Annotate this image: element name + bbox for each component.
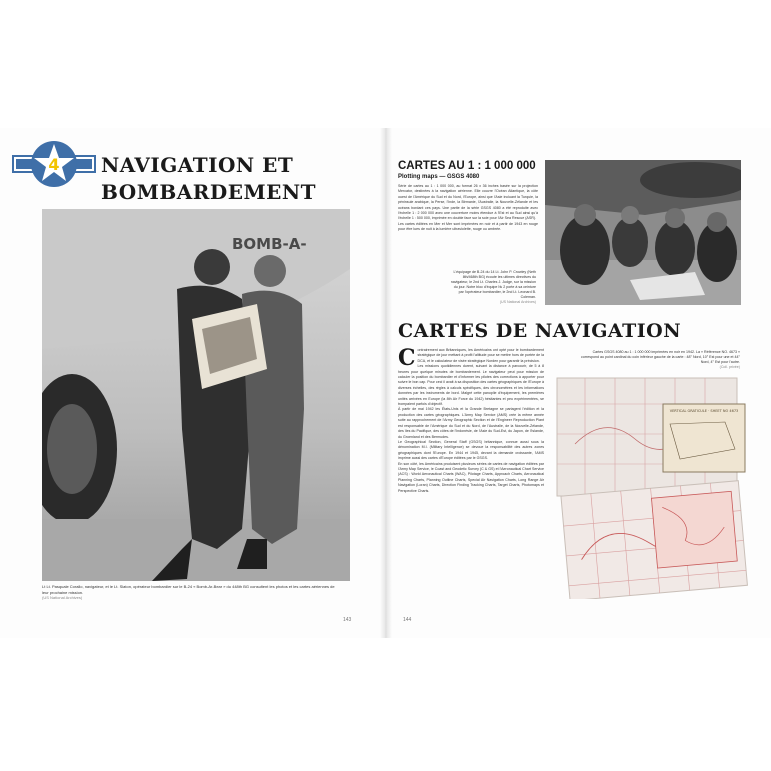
left-caption-text: Lt Lt. Pasquale Corallo, navigateur, et le Lt. Slaton, opérateur bombardier sur le B-24 « Bomb-Ar-Bear » du 448th BG consultent les photos et les cartes aériennes de leur prochaine mission. xyxy=(42,584,335,595)
maps-illustration xyxy=(555,374,748,599)
photo-crew-briefing xyxy=(545,160,741,305)
cartes-paragraph-2: Les cartes éditées en Mer et Mer sont imprimées en noir et à partir de 1943 en rouge pour être lues de nuit à la lumière ultraviolette, rouge ou ambrée. xyxy=(398,221,538,232)
photo-briefing-image xyxy=(545,160,741,305)
photo-crew-image xyxy=(42,209,350,581)
crew-photo-caption xyxy=(448,270,536,305)
section-title-navigation: CARTES DE NAVIGATION xyxy=(398,320,682,342)
maps-caption xyxy=(578,350,740,370)
map-inset-label: VERTICAL GRATICULE · SHEET NO 4673 xyxy=(669,409,739,413)
maps-caption-text: Cartes GSGS 4080 au 1 : 1 000 000 imprimées en noir en 1942. La « Référence NO. 4673 » correspond au point cardinal du coin inférieur gauche de la carte : 48° Nord, 10° Est pour une et 44° Nord, 4° Est pour l'autre. xyxy=(581,350,740,364)
nav-paragraph-3: À partir de mai 1942 les États-Unis et la Grande Bretagne se partagent l'édition et la production des cartes géographiques. L'Army Map Service (AMS) crée la même année suite au rapprochement de l'Army Geographic Section et de l'Engineer Reproduction Plant est responsable de l'Amérique du Sud et du Nord, de l'Australie, de la Nouvelle-Zélande, des îles du Pacifique, des côtes de l'Indonésie, de l'Asie du Sud-Est, du Japon, de l'Islande, du Groenland et des Bermudes. xyxy=(398,407,544,439)
nav-paragraph-5: En son côté, les Américains produisent plusieurs séries de cartes de navigation éditées par l'Army Map Service, le Coast and Geodetic Survey (C & GS) et l'Aeronautical Chart Service (ACS) : World Aeronautical Charts (WAC), Pilotage Charts, Approach Charts, Aeronautical Planning Charts, Planning Outline Charts, Special Air Navigation Charts, Long Range Air Navigation (Loran) Charts, Direction Finding Tracking Charts, Target Charts, Photomaps et Perspective Charts. xyxy=(398,461,544,493)
nav-paragraph-2: Les missions quotidiennes durent, suivant la distance à parcourir, de 5 à 8 heures pour quelque minutes de bombardement. Le navigateur peut pour mission de calculer la position du bombardier et d'informer les pilotes des corrections à apporter pour suivre le bon cap. Pour ceci il avait à sa disposition des cartes géographiques de l'Europe à diverses échelles, des règles à calculs spécifiques, des chronomètres et les informations données par les instruments de bord. Malgré cette panoplie d'équipement, les premières unités arrivées en Europe (la 8th Air Force du 1942) hésitantes et peu expérimentées, se trompaient parfois d'objectif. xyxy=(398,364,544,407)
chapter-title-line2: BOMBARDEMENT xyxy=(101,180,317,204)
svg-text:BOMB-A-: BOMB-A- xyxy=(232,235,307,253)
chapter-number: 4 xyxy=(48,155,60,174)
cartes-paragraph-1: Série de cartes au 1 : 1 000 000, au format 26 x 36 inches basée sur la projection Mercator, destinées à la navigation aérienne. Elle couvre l'Océan Atlantique, la côte ouest de l'Amérique du Sud et du Nord, l'Europe, ainsi que l'Asie incluant la Turquie, la péninsule arabique, la Perse, l'Inde, la Birmanie, l'Australie, la Nouvelle-Zélande et les océans bordant ces pays. Une partie de la série GSGS 4080 a été reproduite avec l'échelle 1 : 2 000 000 avec une couverture moins étendue à l'Est et au Sud ainsi qu'à l'échelle 1 : 500 000, imprimée en double face sur la soie pour l'Air Sea Rescue (ASR). xyxy=(398,184,538,221)
crew-caption-text: L'équipage de B-24 du 14 Lt. John P. Crowley (Neth 8th/468th BG) écoute les ultimes directives du navigateur, le 2nd Lt. Charles J. Judge, sur la mission du jour. Notre bloc d'équipe № 2 porte à sa ceinture par l'opérateur bombardier, le 2nd Lt. Leonard B. Coleman. xyxy=(450,270,536,299)
page-number-right: 144 xyxy=(403,617,412,623)
left-photo-caption xyxy=(42,584,342,601)
cartes-heading: CARTES AU 1 : 1 000 000 xyxy=(398,160,536,172)
map-inset xyxy=(663,404,745,472)
cartes-subheading: Plotting maps — GSGS 4080 xyxy=(398,174,480,180)
cartes-text-column xyxy=(398,184,538,233)
nav-paragraph-4: Le Geographical Section, General Staff (GSGS) britannique, connue aussi sous la dénomination M.I. (Military Intelligence) se devoue la responsabilité des autres zones géographiques dont l'Europe. En 1944 et 1945, devant la demande croissante, l'AMS imprime aussi des cartes d'Europe éditées par le GSGS. xyxy=(398,439,544,461)
crew-caption-credit: (US National Archives) xyxy=(499,300,536,304)
book-gutter xyxy=(380,128,392,638)
chapter-title-line1: NAVIGATION ET xyxy=(101,153,294,177)
map-sheet-2 xyxy=(561,481,747,599)
page-number-left: 143 xyxy=(343,617,352,623)
navigation-text-column xyxy=(398,345,544,494)
chapter-badge-star-icon xyxy=(12,140,96,188)
left-caption-credit: (US National Archives) xyxy=(42,595,83,600)
photo-crew-reading-map xyxy=(42,209,350,581)
nav-paragraph-1: ontrairement aux Britanniques, les Américains ont opté pour le bombardement stratégique de jour mettant à profit l'altitude pour se mettre hors de portée de la DCA, et le calculateur de visée stratégique Norden pour garantir la précision. xyxy=(417,348,544,363)
dropcap: C xyxy=(398,345,416,371)
maps-caption-credit: (Coll. privée) xyxy=(719,365,740,369)
chapter-title xyxy=(101,152,316,206)
